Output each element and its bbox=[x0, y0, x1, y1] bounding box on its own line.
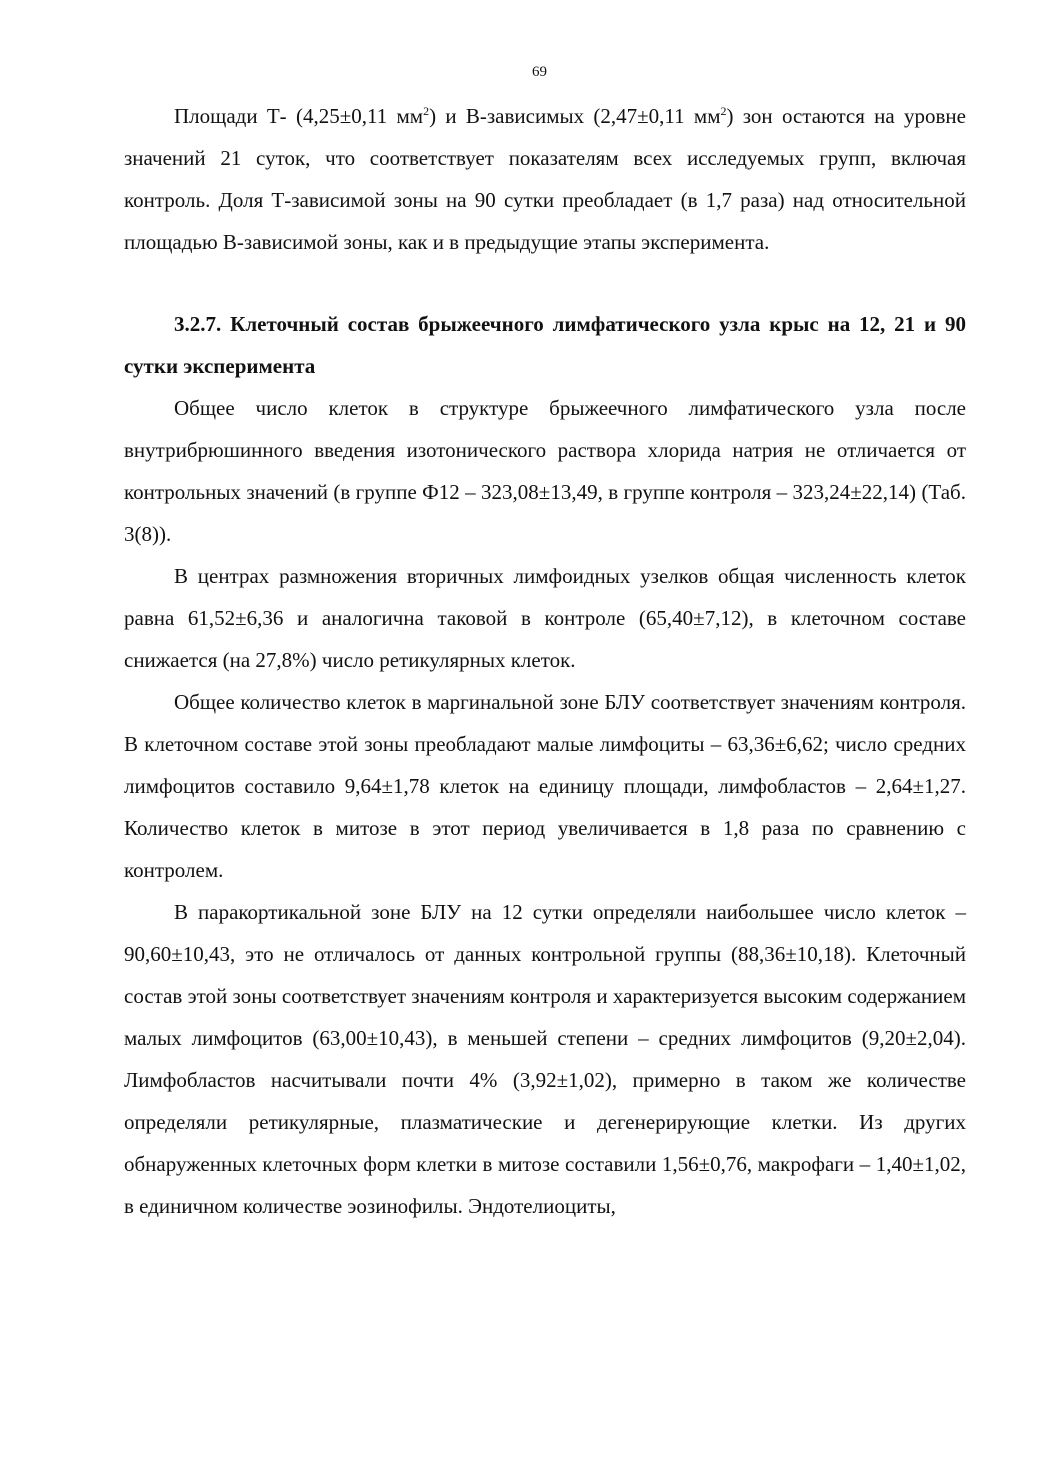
page-content bbox=[124, 95, 966, 1227]
superscript-squared-1: 2 bbox=[423, 104, 430, 118]
page-number: 69 bbox=[532, 64, 547, 80]
paragraph-paracortical-zone: В паракортикальной зоне БЛУ на 12 сутки определяли наибольшее число клеток – 90,60±10,43, это не отличалось от данных контрольной группы (88,36±10,18). Клеточный состав этой зоны соответствует значениям контроля и характеризуется высоким содержанием малых лимфоцитов (63,00±10,43), в меньшей степени – средних лимфоцитов (9,20±2,04). Лимфобластов насчитывали почти 4% (3,92±1,02), примерно в таком же количестве определяли ретикулярные, плазматические и дегенерирующие клетки. Из других обнаруженных клеточных форм клетки в митозе составили 1,56±0,76, макрофаги – 1,40±1,02, в единичном количестве эозинофилы. Эндотелиоциты, bbox=[124, 900, 966, 1218]
paragraph-zone-areas-part-b: ) и В-зависимых (2,47±0,11 мм bbox=[429, 104, 721, 128]
paragraph-marginal-zone: Общее количество клеток в маргинальной зоне БЛУ соответствует значениям контроля. В клеточном составе этой зоны преобладают малые лимфоциты – 63,36±6,62; число средних лимфоцитов составило 9,64±1,78 клеток на единицу площади, лимфобластов – 2,64±1,27. Количество клеток в митозе в этот период увеличивается в 1,8 раза по сравнению с контролем. bbox=[124, 690, 966, 882]
paragraph-germinal-centers: В центрах размножения вторичных лимфоидных узелков общая численность клеток равна 61,52±6,36 и аналогична таковой в контроле (65,40±7,12), в клеточном составе снижается (на 27,8%) число ретикулярных клеток. bbox=[124, 564, 966, 672]
paragraph-total-cells: Общее число клеток в структуре брыжеечного лимфатического узла после внутрибрюшинного введения изотонического раствора хлорида натрия не отличается от контрольных значений (в группе Ф12 – 323,08±13,49, в группе контроля – 323,24±22,14) (Таб. 3(8)). bbox=[124, 396, 966, 546]
paragraph-zone-areas-part-c: ) зон остаются на уровне значений 21 суток, что соответствует показателям всех исследуемых групп, включая контроль. Доля Т-зависимой зоны на 90 сутки преобладает (в 1,7 раза) над относительной площадью В-зависимой зоны, как и в предыдущие этапы эксперимента. bbox=[124, 104, 966, 254]
paragraph-zone-areas-part-a: Площади Т- (4,25±0,11 мм bbox=[174, 104, 424, 128]
section-heading: 3.2.7. Клеточный состав брыжеечного лимфатического узла крыс на 12, 21 и 90 сутки эксперимента bbox=[124, 312, 966, 378]
paragraph-zone-areas bbox=[124, 95, 966, 263]
superscript-squared-2: 2 bbox=[720, 104, 727, 118]
